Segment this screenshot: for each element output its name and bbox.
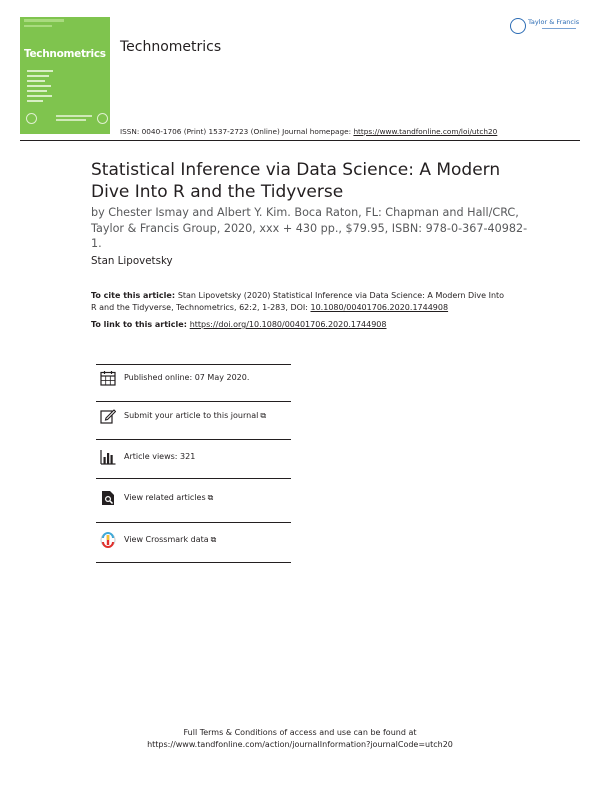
issn-text: ISSN: 0040-1706 (Print) 1537-2723 (Online) Journal homepage: xyxy=(120,127,354,136)
cite-doi-link[interactable]: 10.1080/00401706.2020.1744908 xyxy=(310,302,449,312)
cover-decoration xyxy=(27,80,45,82)
info-divider xyxy=(96,364,291,365)
bar-chart-icon xyxy=(100,449,116,465)
publisher-logo-mark xyxy=(510,18,526,34)
related-articles-label[interactable]: View related articles xyxy=(124,493,206,502)
cover-decoration xyxy=(27,100,43,102)
crossmark-link[interactable] xyxy=(124,535,216,545)
published-online-label: Published online: 07 May 2020. xyxy=(124,373,250,382)
edit-icon xyxy=(100,408,116,424)
cite-text: Stan Lipovetsky (2020) Statistical Inference via Data Science: A Modern Dive Into R and the Tidyverse, Technometrics, 62:2, 1-283, DOI: xyxy=(91,291,505,312)
issn-line xyxy=(120,127,497,136)
publisher-logo-text: Taylor & Francis xyxy=(528,18,580,26)
cover-decoration xyxy=(27,70,53,72)
cover-decoration xyxy=(56,115,92,117)
cover-decoration xyxy=(56,119,86,121)
footer-terms-text: Full Terms & Conditions of access and use can be found at xyxy=(183,728,417,737)
external-link-icon: ⧉ xyxy=(260,411,267,420)
cover-decoration xyxy=(24,25,52,27)
article-doi-link[interactable]: https://doi.org/10.1080/00401706.2020.1744908 xyxy=(189,320,387,329)
info-divider xyxy=(96,401,291,402)
related-articles-icon xyxy=(100,490,116,506)
article-author: Stan Lipovetsky xyxy=(91,255,173,267)
header-divider xyxy=(20,140,580,141)
citation-block xyxy=(91,290,511,313)
info-divider xyxy=(96,439,291,440)
crossmark-icon xyxy=(100,532,116,548)
cover-seal xyxy=(26,113,37,124)
info-divider xyxy=(96,522,291,523)
article-title: Statistical Inference via Data Science: A Modern Dive Into R and the Tidyverse xyxy=(91,160,501,202)
publisher-logo xyxy=(510,18,580,40)
journal-cover xyxy=(20,17,110,134)
cover-decoration xyxy=(27,90,47,92)
cover-title: Technometrics xyxy=(24,48,106,60)
crossmark-label[interactable]: View Crossmark data xyxy=(124,535,209,544)
article-byline: by Chester Ismay and Albert Y. Kim. Boca Raton, FL: Chapman and Hall/CRC, Taylor & Francis Group, 2020, xxx + 430 pp., $79.95, ISBN: 978-0-367-40982-1. xyxy=(91,206,528,250)
cite-label: To cite this article: xyxy=(91,291,178,300)
crossmark-row[interactable] xyxy=(96,532,291,564)
related-articles-row[interactable] xyxy=(96,490,291,522)
cover-seal xyxy=(97,113,108,124)
calendar-icon xyxy=(100,370,116,386)
cover-decoration xyxy=(27,75,49,77)
article-views-label: Article views: 321 xyxy=(124,452,196,461)
footer xyxy=(0,727,600,750)
external-link-icon: ⧉ xyxy=(207,493,214,502)
submit-article-label[interactable]: Submit your article to this journal xyxy=(124,411,259,420)
journal-name: Technometrics xyxy=(120,39,222,55)
published-online-row xyxy=(96,370,291,402)
publisher-logo-tagline xyxy=(542,28,576,29)
submit-article-link[interactable] xyxy=(124,411,266,421)
submit-article-row[interactable] xyxy=(96,408,291,440)
footer-terms-link[interactable]: https://www.tandfonline.com/action/journalInformation?journalCode=utch20 xyxy=(147,739,453,749)
article-views-row xyxy=(96,449,291,481)
link-label: To link to this article: xyxy=(91,320,190,329)
article-link-block xyxy=(91,320,387,329)
external-link-icon: ⧉ xyxy=(210,535,217,544)
cover-decoration xyxy=(27,85,51,87)
info-divider xyxy=(96,478,291,479)
cover-decoration xyxy=(27,95,52,97)
journal-homepage-link[interactable]: https://www.tandfonline.com/loi/utch20 xyxy=(353,127,498,136)
cover-decoration xyxy=(24,19,64,22)
related-articles-link[interactable] xyxy=(124,493,213,503)
info-divider xyxy=(96,562,291,563)
